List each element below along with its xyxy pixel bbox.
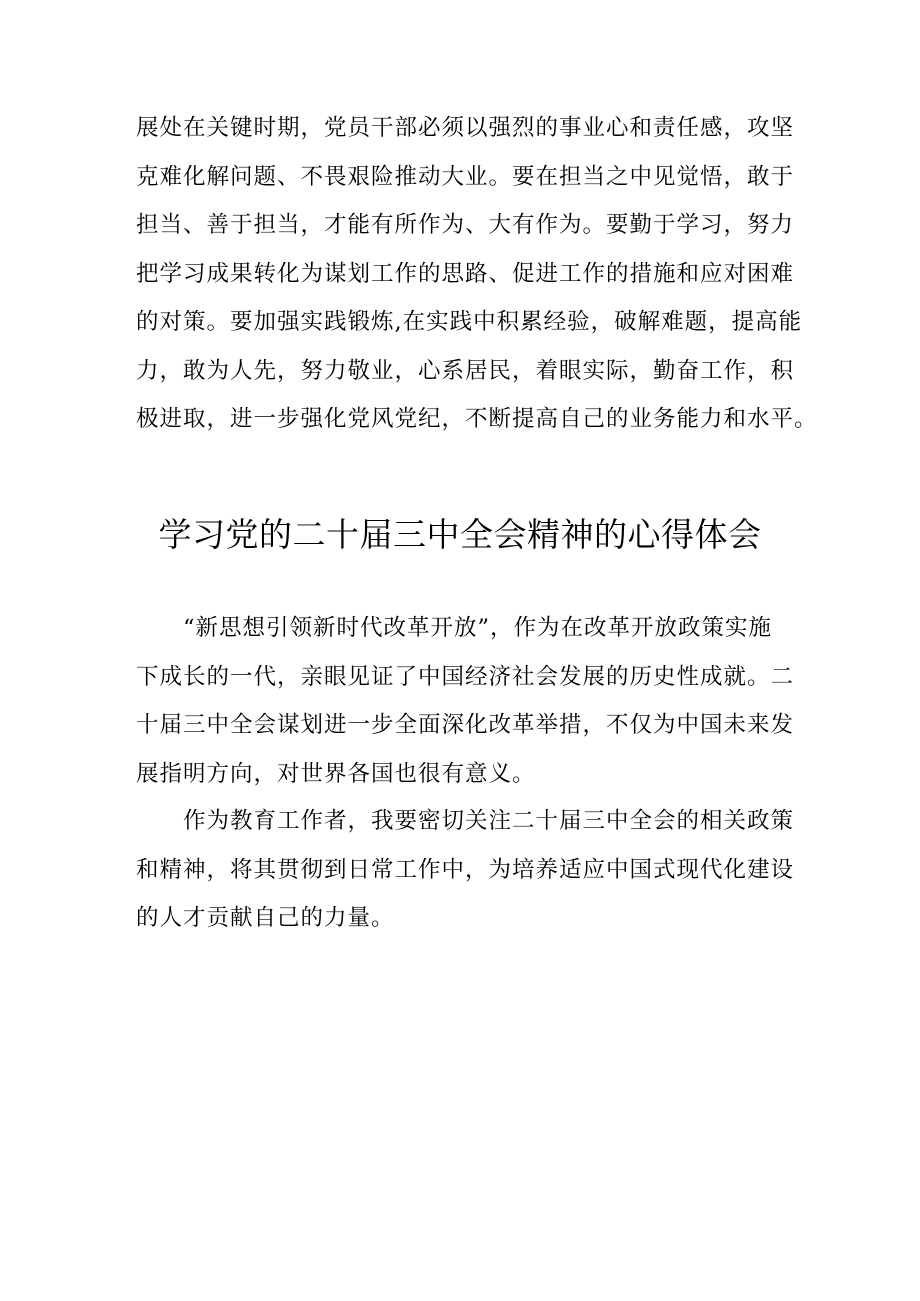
continuation-paragraph <box>136 104 818 444</box>
text-line: 下成长的一代，亲眼见证了中国经济社会发展的历史性成就。二 <box>136 663 795 690</box>
text-line: 的人才贡献自己的力量。 <box>136 905 395 931</box>
text-line: 担当、善于担当，才能有所作为、大有作为。要勤于学习，努力 <box>136 212 795 238</box>
text-line: 展指明方向，对世界各国也很有意义。 <box>136 760 536 787</box>
paragraph-1 <box>136 604 806 798</box>
text-line: “新思想引领新时代改革开放”，作为在改革开放政策实施 <box>136 615 773 641</box>
text-line: 把学习成果转化为谋划工作的思路、促进工作的措施和应对困难 <box>136 260 795 287</box>
text-line: 和精神，将其贯彻到日常工作中，为培养适应中国式现代化建设 <box>136 856 795 883</box>
text-line: 展处在关键时期，党员干部必须以强烈的事业心和责任感，攻坚 <box>136 115 795 141</box>
text-line: 极进取，进一步强化党风党纪，不断提高自己的业务能力和水平。 <box>136 406 818 432</box>
text-line: 克难化解问题、不畏艰险推动大业。要在担当之中见觉悟，敢于 <box>136 163 795 190</box>
text-line: 的对策。要加强实践锻炼,在实践中积累经验，破解难题，提高能 <box>136 309 803 335</box>
text-line: 力，敢为人先，努力敬业，心系居民，着眼实际，勤奋工作，积 <box>136 357 795 384</box>
text-line: 作为教育工作者，我要密切关注二十届三中全会的相关政策 <box>136 808 795 834</box>
document-title: 学习党的二十届三中全会精神的心得体会 <box>158 515 762 554</box>
paragraph-2 <box>136 797 806 943</box>
text-line: 十届三中全会谋划进一步全面深化改革举措，不仅为中国未来发 <box>136 712 795 738</box>
